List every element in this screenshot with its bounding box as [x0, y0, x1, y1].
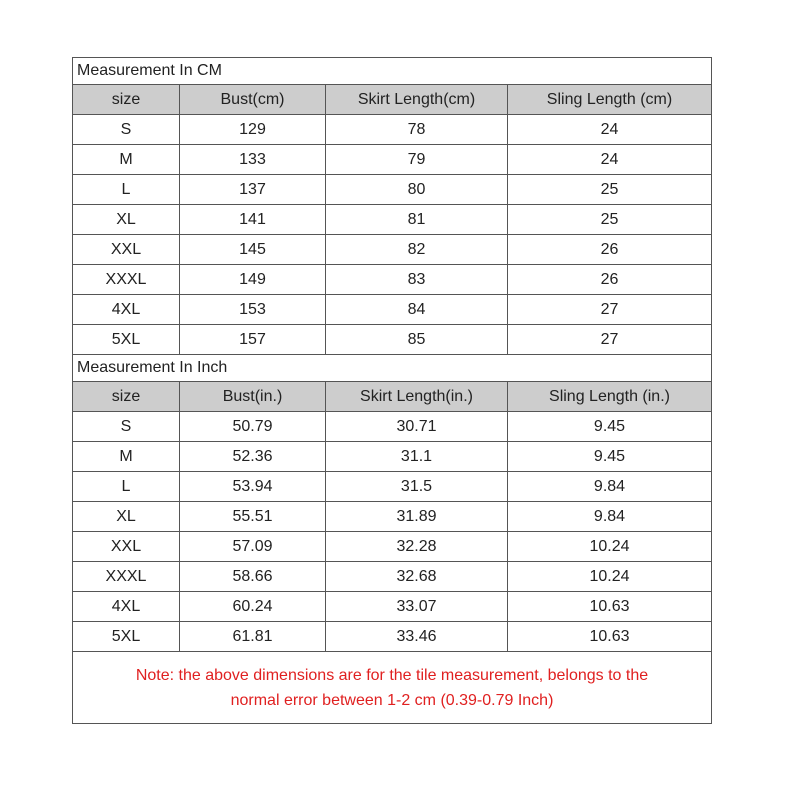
inch-section-header-bust: Bust(in.)	[180, 382, 326, 412]
inch-section-cell-skirt-length: 32.68	[326, 562, 508, 592]
inch-section-cell-sling-length: 9.84	[508, 502, 712, 532]
inch-section-title: Measurement In Inch	[73, 355, 712, 382]
inch-section-cell-sling-length: 10.24	[508, 562, 712, 592]
inch-section-cell-sling-length: 9.84	[508, 472, 712, 502]
inch-section-cell-sling-length: 9.45	[508, 412, 712, 442]
cm-section-cell-bust: 153	[180, 295, 326, 325]
cm-section-cell-sling-length: 26	[508, 235, 712, 265]
inch-section-cell-size: 4XL	[73, 592, 180, 622]
inch-section-cell-skirt-length: 31.5	[326, 472, 508, 502]
note-text	[73, 652, 712, 724]
inch-section-cell-size: L	[73, 472, 180, 502]
cm-section-title-row	[73, 58, 712, 85]
inch-section-cell-skirt-length: 33.07	[326, 592, 508, 622]
cm-section-cell-sling-length: 27	[508, 295, 712, 325]
inch-section-cell-bust: 52.36	[180, 442, 326, 472]
inch-section-cell-size: XXL	[73, 532, 180, 562]
inch-section-cell-sling-length: 10.63	[508, 622, 712, 652]
note-line-2: normal error between 1-2 cm (0.39-0.79 Inch)	[230, 691, 554, 709]
inch-section-cell-sling-length: 10.24	[508, 532, 712, 562]
inch-section-cell-bust: 57.09	[180, 532, 326, 562]
cm-section-header-bust: Bust(cm)	[180, 85, 326, 115]
inch-section-cell-bust: 58.66	[180, 562, 326, 592]
inch-section-cell-sling-length: 10.63	[508, 592, 712, 622]
cm-section-cell-size: S	[73, 115, 180, 145]
inch-section-header-size: size	[73, 382, 180, 412]
cm-section-cell-size: XXL	[73, 235, 180, 265]
cm-section-cell-size: 5XL	[73, 325, 180, 355]
inch-section-header-row	[73, 382, 712, 412]
cm-section-cell-skirt-length: 82	[326, 235, 508, 265]
inch-section-cell-skirt-length: 31.89	[326, 502, 508, 532]
cm-section-header-size: size	[73, 85, 180, 115]
cm-section-header-sling-length: Sling Length (cm)	[508, 85, 712, 115]
inch-section-cell-bust: 60.24	[180, 592, 326, 622]
inch-section-cell-size: S	[73, 412, 180, 442]
cm-section-cell-bust: 149	[180, 265, 326, 295]
size-table	[72, 57, 712, 724]
inch-section-cell-sling-length: 9.45	[508, 442, 712, 472]
table-row	[73, 205, 712, 235]
cm-section-cell-bust: 129	[180, 115, 326, 145]
inch-section-cell-bust: 61.81	[180, 622, 326, 652]
table-row	[73, 562, 712, 592]
cm-section-title: Measurement In CM	[73, 58, 712, 85]
inch-section-title-row	[73, 355, 712, 382]
table-row	[73, 412, 712, 442]
inch-section-cell-size: XXXL	[73, 562, 180, 592]
cm-section-cell-bust: 141	[180, 205, 326, 235]
inch-section-cell-skirt-length: 32.28	[326, 532, 508, 562]
cm-section-cell-sling-length: 25	[508, 205, 712, 235]
cm-section-cell-size: XXXL	[73, 265, 180, 295]
table-row	[73, 592, 712, 622]
cm-section-cell-sling-length: 24	[508, 115, 712, 145]
cm-section-cell-skirt-length: 79	[326, 145, 508, 175]
table-row	[73, 295, 712, 325]
cm-section-cell-skirt-length: 81	[326, 205, 508, 235]
inch-section-cell-bust: 50.79	[180, 412, 326, 442]
cm-section-cell-size: L	[73, 175, 180, 205]
table-row	[73, 325, 712, 355]
inch-section-header-sling-length: Sling Length (in.)	[508, 382, 712, 412]
size-chart	[72, 57, 711, 724]
cm-section-cell-skirt-length: 85	[326, 325, 508, 355]
cm-section-cell-skirt-length: 84	[326, 295, 508, 325]
cm-section-cell-skirt-length: 83	[326, 265, 508, 295]
inch-section-header-skirt-length: Skirt Length(in.)	[326, 382, 508, 412]
cm-section-cell-size: XL	[73, 205, 180, 235]
cm-section-cell-sling-length: 24	[508, 145, 712, 175]
cm-section-cell-sling-length: 25	[508, 175, 712, 205]
inch-section-cell-skirt-length: 30.71	[326, 412, 508, 442]
table-row	[73, 235, 712, 265]
table-row	[73, 472, 712, 502]
cm-section-cell-bust: 157	[180, 325, 326, 355]
cm-section-cell-sling-length: 27	[508, 325, 712, 355]
inch-section-cell-skirt-length: 31.1	[326, 442, 508, 472]
table-row	[73, 145, 712, 175]
cm-section-cell-size: M	[73, 145, 180, 175]
cm-section-cell-skirt-length: 80	[326, 175, 508, 205]
cm-section-cell-size: 4XL	[73, 295, 180, 325]
table-row	[73, 175, 712, 205]
cm-section-cell-sling-length: 26	[508, 265, 712, 295]
cm-section-cell-skirt-length: 78	[326, 115, 508, 145]
note-row	[73, 652, 712, 724]
inch-section-cell-bust: 53.94	[180, 472, 326, 502]
inch-section-cell-size: 5XL	[73, 622, 180, 652]
cm-section-header-skirt-length: Skirt Length(cm)	[326, 85, 508, 115]
cm-section-header-row	[73, 85, 712, 115]
cm-section-cell-bust: 137	[180, 175, 326, 205]
table-row	[73, 502, 712, 532]
inch-section-cell-bust: 55.51	[180, 502, 326, 532]
table-row	[73, 442, 712, 472]
table-row	[73, 532, 712, 562]
note-line-1: Note: the above dimensions are for the tile measurement, belongs to the	[135, 666, 649, 684]
cm-section-cell-bust: 145	[180, 235, 326, 265]
cm-section-cell-bust: 133	[180, 145, 326, 175]
table-row	[73, 265, 712, 295]
table-row	[73, 622, 712, 652]
size-table-body	[73, 58, 712, 724]
table-row	[73, 115, 712, 145]
inch-section-cell-skirt-length: 33.46	[326, 622, 508, 652]
inch-section-cell-size: XL	[73, 502, 180, 532]
inch-section-cell-size: M	[73, 442, 180, 472]
